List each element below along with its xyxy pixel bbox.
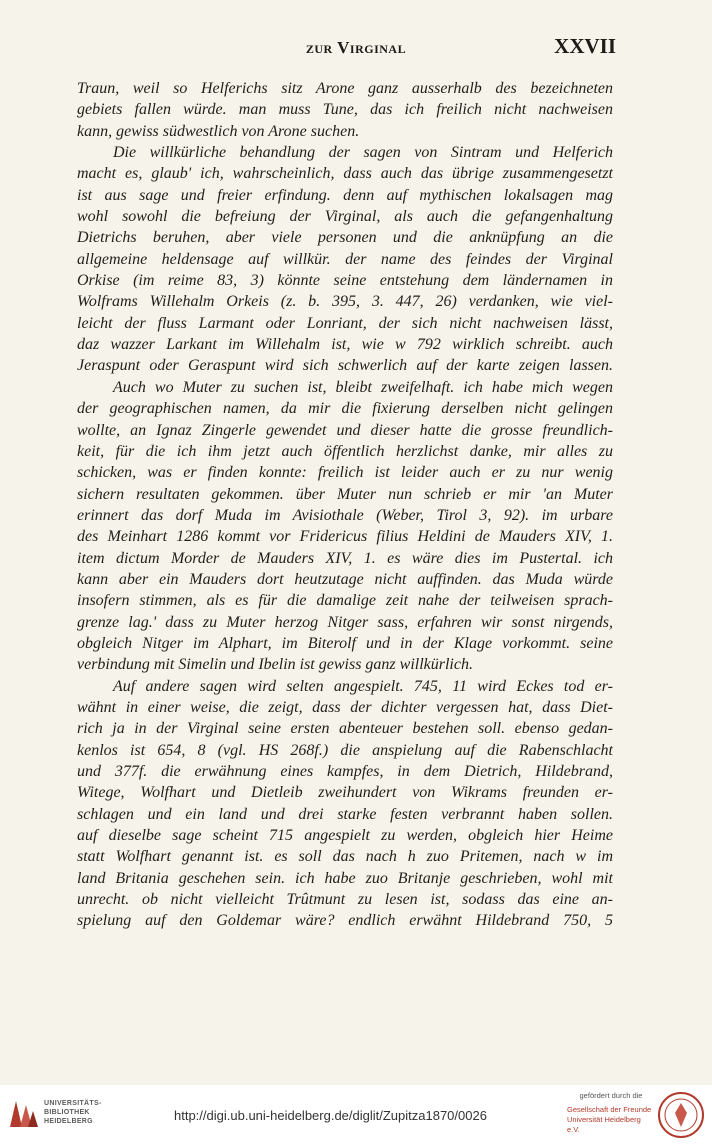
text-line: wollte, an Ignaz Zingerle gewendet und dieser hatte die grosse freundlich- [77, 421, 613, 439]
text-line: Traun, weil so Helferichs sitz Arone ganz ausserhalb des bezeichneten [77, 80, 613, 97]
text-line: Orkise (im reime 83, 3) könnte seine entstehung dem ländernamen in [77, 272, 613, 290]
text-line: schlagen und ein land und drei starke festen verbrannt haben sollen. [77, 805, 613, 823]
text-line: der geographischen namen, da mir die fixierung derselben nicht gelingen [77, 400, 613, 418]
library-logo-icon[interactable] [6, 1097, 40, 1131]
text-line: daz wazzer Larkant im Willehalm ist, wie w 792 wirklich schreibt. auch [77, 336, 613, 354]
funding-label: gefördert durch die [579, 1091, 643, 1100]
text-line: Dietrichs beruhen, aber viele personen und die anknüpfung an die [77, 229, 613, 247]
text-line: und 377f. die erwähnung eines kampfes, in dem Dietrich, Hildebrand, [77, 763, 613, 780]
text-line: item dictum Morder de Mauders XIV, 1. es wäre dies im Pustertal. ich [77, 549, 613, 567]
text-line: auf dieselbe sage scheint 715 angespielt zu werden, obgleich hier Heime [77, 827, 613, 845]
text-line: kann aber ein Mauders dort heutzutage nicht auffinden. das Muda würde [77, 570, 613, 588]
text-line: leicht der fluss Larmant oder Lonriant, der sich nicht nachweisen lässt, [77, 314, 613, 332]
university-seal-icon [657, 1091, 705, 1139]
text-line: sichern resultaten gekommen. über Muter nun schrieb er mir 'an Muter [77, 485, 613, 503]
text-line: gebiets fallen würde. man muss Tune, das ich freilich nicht nachweisen [77, 101, 613, 119]
text-line: insofern stimmen, als es für die damalige zeit nahe der teilweisen sprach- [77, 592, 613, 610]
text-line: des Meinhart 1286 kommt vor Fridericus filius Heldini de Mauders XIV, 1. [77, 528, 613, 546]
text-line: unrecht. ob nicht vielleicht Trûtmunt zu lesen ist, sodass das eine an- [77, 891, 613, 909]
text-line: ist aus sage und freier erfindung. denn auf mythischen lokalsagen mag [77, 186, 613, 204]
text-line: kenlos ist 654, 8 (vgl. HS 268f.) die anspielung auf die Rabenschlacht [77, 741, 613, 759]
running-head [0, 34, 712, 64]
text-line: rich ja in der Virginal seine ersten abenteuer bestehen soll. ebenso gedan- [77, 720, 613, 738]
text-line: obgleich Nitger im Alphart, im Biterolf und in der Klage vorkommt. seine [77, 634, 613, 652]
text-line: kann, gewiss südwestlich von Arone suchen. [77, 122, 360, 140]
text-line: statt Wolfhart genannt ist. es soll das nach h zuo Pritemen, nach w im [77, 848, 613, 866]
page-number: XXVII [554, 34, 616, 58]
text-line: land Britania geschehen sein. ich habe zuo Britanje geschrieben, wohl mit [77, 869, 613, 887]
text-line: keit, für die ich ihm jetzt auch öffentlich herzlichst danke, mir alles zu [77, 442, 613, 460]
text-line: Wolframs Willehalm Orkeis (z. b. 395, 3. 447, 26) verdanken, wie viel- [77, 293, 613, 311]
funding-note [567, 1091, 655, 1135]
text-line: wähnt in einer weise, die zeigt, dass der dichter vergessen hat, dass Diet- [77, 698, 613, 716]
text-line: Auf andere sagen wird selten angespielt. 745, 11 wird Eckes tod er- [113, 677, 613, 695]
running-title: zur Virginal [305, 38, 407, 57]
text-line: allgemeine heldensage auf willkür. der name des feindes der Virginal [77, 250, 613, 268]
permalink[interactable]: http://digi.ub.uni-heidelberg.de/diglit/Zupitza1870/0026 [174, 1108, 487, 1123]
text-line: erinnert das dorf Muda im Avisiothale (Weber, Tirol 3, 92). im urbare [77, 506, 613, 524]
text-line: Die willkürliche behandlung der sagen von Sintram und Helferich [113, 144, 613, 162]
text-line: Jeraspunt oder Geraspunt wird sich schwerlich auf der karte zeigen lassen. [77, 357, 613, 375]
text-line: schicken, was er finden konnte: freilich ist leider auch er zu nur wenig [77, 464, 613, 482]
text-line: wohl sowohl die befreiung der Virginal, als auch die gefangenhaltung [77, 208, 613, 226]
text-line: macht es, glaub' ich, wahrscheinlich, dass auch das übrige zusammengesetzt [77, 165, 613, 183]
text-line: spielung auf den Goldemar wäre? endlich erwähnt Hildebrand 750, 5 [77, 912, 613, 930]
text-line: verbindung mit Simelin und Ibelin ist gewiss ganz willkürlich. [77, 656, 473, 674]
text-line: grenze lag.' dass zu Muter herzog Nitger sass, erfahren wir sonst nirgends, [77, 613, 613, 631]
text-line: Auch wo Muter zu suchen ist, bleibt zweifelhaft. ich habe mich wegen [113, 378, 613, 396]
body-text [77, 78, 613, 932]
text-line: Witege, Wolfhart und Dietleib zweihundert von Wikrams freunden er- [77, 784, 613, 802]
society-name: Gesellschaft der Freunde Universität Heidelberg e.V. [567, 1105, 652, 1134]
library-name: UNIVERSITÄTS- BIBLIOTHEK HEIDELBERG [44, 1100, 102, 1125]
viewer-footer [0, 1085, 712, 1145]
